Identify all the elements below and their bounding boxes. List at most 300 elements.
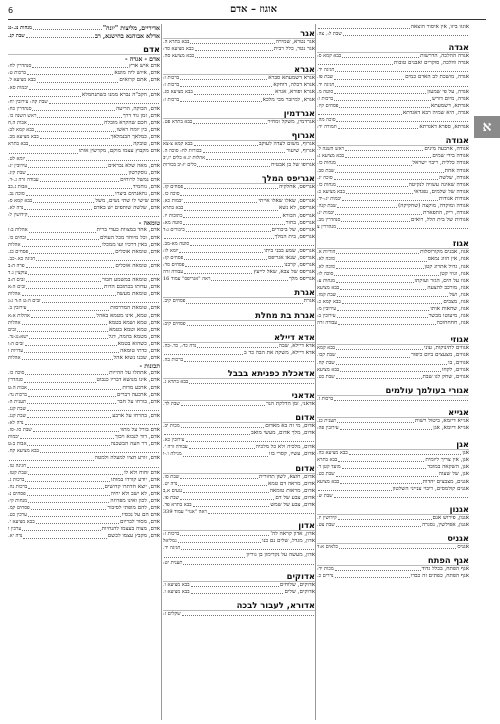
dot-leader	[24, 205, 92, 210]
entry-reference: ברכות ו:	[317, 95, 334, 102]
entry-term: אגר נטרא, שמירה	[275, 39, 315, 45]
index-entry	[8, 420, 160, 427]
dot-leader	[27, 406, 159, 411]
entry-reference: פסחים נ:	[8, 490, 26, 497]
entry-term: אדם נמשל לרוחים	[120, 176, 160, 183]
dot-leader	[190, 241, 314, 246]
dot-leader	[342, 53, 419, 58]
entry-reference: שבת קטז.	[8, 469, 28, 476]
dot-leader	[25, 477, 110, 482]
entry-term: אדם, אינו מנושא דבריו כנבוט	[96, 377, 160, 384]
dot-leader	[342, 196, 438, 201]
entry-term: אגדה, היא שמיה רבא דאגדתא	[402, 109, 469, 116]
entry-reference: עבודה זרה	[317, 320, 338, 327]
dot-leader	[186, 227, 271, 232]
entry-term: אגדה ההלכה, הדרשות	[420, 53, 469, 60]
dot-leader	[336, 522, 421, 527]
entry-term: אגודה של שלמים, נפגדאי	[413, 188, 469, 195]
dot-leader	[336, 117, 468, 122]
entry-term: אגודה, ריק, התפארת	[423, 210, 469, 217]
dot-leader	[203, 148, 286, 153]
entry-term: אדם הם על נכסיו	[122, 512, 160, 519]
index-heading: אגוז	[317, 238, 469, 249]
entry-reference: סוכה לא.	[317, 263, 335, 270]
dot-leader	[189, 379, 314, 384]
entry-term: אגודות אגודות	[438, 195, 469, 202]
entry-reference: פסחים קז:	[163, 255, 184, 262]
index-entry	[317, 285, 469, 292]
dot-leader	[27, 413, 111, 418]
entry-term: אגוז, וגוזי קטן	[439, 270, 469, 277]
entry-term: אדם, להם מופתי לסיבור	[107, 505, 160, 512]
index-subheading: טומאה -	[138, 220, 160, 228]
entry-term: אדם, מטמא בהמה, דגל	[108, 333, 160, 340]
dot-leader	[164, 234, 274, 239]
index-entry	[163, 437, 315, 444]
index-entry	[163, 75, 315, 82]
entry-term: אדם, כדתי טומאה	[120, 348, 160, 355]
dot-leader	[183, 488, 269, 493]
index-entry	[163, 82, 315, 89]
entry-reference: בבא מציעא	[317, 478, 340, 485]
dot-leader	[334, 396, 468, 401]
entry-term: אגריפס מלך	[289, 276, 315, 283]
index-entry	[317, 67, 469, 74]
index-entry	[8, 249, 160, 256]
index-entry	[163, 481, 315, 488]
entry-term: אדון, אדון קראה לה'	[270, 531, 315, 538]
index-entry	[8, 177, 160, 184]
index-entry	[8, 291, 160, 298]
dot-leader	[337, 306, 429, 311]
entry-reference: אהלות יג.א כלים יז,יב	[163, 154, 206, 161]
entry-reference: סוכה כז.	[163, 191, 180, 198]
index-entry	[8, 470, 160, 477]
dot-leader	[186, 437, 315, 442]
dot-leader	[27, 399, 116, 404]
index-entry	[8, 334, 160, 341]
index-heading: אגייא	[317, 407, 469, 418]
index-entry	[8, 106, 160, 113]
entry-term: אגריפס, בית המלך	[274, 233, 315, 240]
index-entry	[8, 156, 160, 163]
entry-reference: מנחות כז.	[317, 181, 336, 188]
entry-term: אדם, וכל מיוחד מכל העולם	[99, 234, 160, 241]
dot-leader	[184, 269, 252, 274]
dot-leader	[183, 560, 314, 565]
entry-term: אדא דיילא, משקה את הבה כד ב	[244, 349, 315, 356]
entry-reference: נדה כד:, כד.-כה.	[163, 342, 197, 349]
entry-reference: מנחות קי:	[8, 498, 28, 504]
index-entry	[8, 463, 160, 470]
entry-term: אגוזים, שחק לגו שבת	[422, 373, 469, 380]
entry-reference: שבת סו.-סז.	[8, 427, 32, 434]
entry-term: אגייא דיומא, אגן	[433, 425, 469, 432]
entry-term: אדם, זורע חציו למעלה ולמטה	[94, 455, 160, 462]
dot-leader	[26, 277, 101, 282]
entry-term: אדם, כמלאך הבנמלאך	[110, 134, 160, 141]
index-entry	[8, 227, 160, 234]
index-entry	[163, 502, 315, 509]
dot-leader	[340, 367, 441, 372]
entry-reference: בבא קמא	[317, 345, 336, 352]
entry-reference: שבת כט.	[317, 373, 335, 380]
dot-leader	[187, 321, 314, 326]
dot-leader	[29, 249, 114, 254]
entry-term: אדם, טומאה אוכלים	[115, 262, 160, 269]
dot-leader	[164, 430, 250, 435]
entry-reference: שבת פז.	[317, 74, 334, 81]
entry-reference: יומא לו:	[163, 247, 179, 254]
index-heading: אגריפס המלך	[163, 173, 315, 184]
entry-term: אגוז, שחאות אותו	[430, 306, 469, 313]
dot-leader	[49, 99, 159, 104]
entry-term: אגוז על הים, הגזר ועזקתו	[414, 277, 469, 284]
dot-leader	[17, 327, 108, 332]
entry-term: אדם, טומאת מעשה	[116, 291, 160, 298]
entry-term: אגדה, מושכת לב האדם כמים	[405, 74, 469, 81]
entry-reference: חגיגה יד.	[317, 67, 335, 74]
entry-term: אגייא דיזמא, ביטול רשות	[414, 417, 469, 424]
index-entry	[317, 264, 469, 271]
index-entry	[163, 423, 315, 430]
dot-leader	[24, 377, 96, 382]
index-column-left	[8, 24, 160, 720]
entry-term: אגן, השקאה במוכד	[427, 464, 469, 471]
entry-term: אגרוף, שיעור	[286, 147, 315, 154]
index-entry	[163, 97, 315, 104]
entry-reference: אהלות	[8, 319, 21, 326]
entry-reference: בבא מציעא י.	[8, 519, 35, 526]
entry-reference: ברכות נד:	[8, 391, 27, 398]
dot-leader	[180, 97, 261, 102]
dot-leader	[342, 464, 427, 469]
entry-reference: אהלות ב:ז	[8, 227, 28, 234]
entry-reference: נגעים א,ב	[163, 487, 183, 494]
dot-leader	[9, 455, 94, 460]
entry-reference: מועד קטן ד.	[317, 464, 341, 471]
dot-leader	[349, 450, 462, 455]
index-entry	[317, 210, 469, 217]
entry-term: אגריפס, אחלקיה	[278, 184, 315, 191]
dot-leader	[28, 163, 107, 168]
entry-term: אדם, נוחמיד	[132, 183, 160, 190]
index-entry	[8, 392, 160, 399]
entry-term: אגדתא, ספרא דאגדתא	[419, 124, 469, 131]
dot-leader	[184, 357, 314, 362]
entry-reference: עוקצין ג.ד	[8, 270, 28, 276]
dot-leader	[336, 278, 414, 283]
index-entry	[163, 148, 315, 155]
entry-term: אגריפס, בחור	[285, 219, 315, 226]
dot-leader	[186, 298, 302, 303]
entry-reference: נדה לא:	[8, 419, 24, 426]
entry-reference: בבא בתרא ה.	[163, 39, 190, 45]
entry-term: אדם בורל על מתוו	[120, 427, 160, 434]
index-entry	[317, 182, 469, 189]
entry-term: אגוז, גדול אתרוג קטן	[424, 263, 469, 270]
index-entry	[8, 184, 160, 191]
entry-reference: מנהדרין צ	[317, 224, 337, 231]
index-entry	[163, 276, 315, 283]
dot-leader	[337, 313, 428, 318]
entry-reference: חגיגה יד.	[317, 81, 335, 88]
index-entry	[8, 191, 160, 198]
index-entry	[8, 448, 160, 455]
entry-term: אדם זחוח ולא לו	[124, 469, 160, 476]
dot-leader	[191, 589, 284, 594]
index-entry	[8, 427, 160, 434]
entry-reference: כלים יז:יב בכורות	[163, 162, 197, 169]
index-entry	[317, 522, 469, 529]
index-entry	[317, 160, 469, 167]
dot-leader	[9, 92, 81, 97]
index-entry	[8, 63, 160, 70]
index-entry	[163, 234, 315, 241]
running-head: אוגוז – אדם	[230, 4, 278, 15]
entry-term: אדם, בין יומח ראשו	[116, 127, 160, 134]
index-entry	[163, 321, 315, 328]
entry-reference: בבא מציעא סד:	[163, 46, 194, 53]
index-heading: אדום	[163, 463, 315, 474]
index-entry	[163, 350, 315, 357]
dot-leader	[42, 298, 159, 303]
index-entry	[163, 141, 315, 148]
entry-reference: בבא בתרא	[317, 457, 338, 464]
index-heading: אגן	[317, 439, 469, 450]
index-entry	[317, 479, 469, 486]
dot-leader	[341, 217, 409, 222]
entry-term: אדום, מראות טומאה	[269, 487, 315, 494]
entry-reference: פרה ה:ב	[8, 262, 25, 269]
dot-leader	[183, 451, 268, 456]
index-entry	[8, 512, 160, 519]
dot-leader	[195, 46, 273, 51]
index-entry	[163, 509, 315, 516]
index-entry	[8, 134, 160, 141]
dot-leader	[337, 182, 408, 187]
entry-term: אדום, מראה דם טמא	[268, 480, 315, 487]
index-entry	[163, 560, 315, 567]
entry-term: אדם, בהרחו על ארבע	[112, 412, 160, 419]
dot-leader	[180, 82, 272, 87]
entry-term: אדם, באין דרכיו ועו ממכלו	[102, 241, 160, 248]
index-entry	[163, 241, 315, 248]
entry-term: אגרת	[303, 298, 315, 305]
dot-leader	[197, 162, 270, 167]
entry-reference: כלאים א:ד	[317, 543, 338, 550]
index-entry	[317, 396, 469, 403]
dot-leader	[33, 198, 94, 203]
entry-reference: נדה לא.	[8, 205, 24, 212]
entry-reference: ברכות ז:	[163, 531, 180, 538]
entry-reference: בבא בתרא פט.	[163, 118, 193, 125]
dot-leader	[22, 355, 113, 360]
dot-leader	[28, 120, 103, 125]
index-entry	[317, 24, 469, 31]
index-entry	[317, 425, 469, 432]
index-entry	[163, 545, 315, 552]
index-heading: אדום	[163, 412, 315, 423]
entry-term: אגנון, פירוש אגם	[432, 514, 469, 521]
index-entry	[8, 25, 160, 32]
index-entry	[317, 175, 469, 182]
index-entry	[317, 89, 469, 96]
entry-term: אגוז, מורכב להצעה	[427, 284, 469, 291]
entry-term: אגרדמין, משקל ומחיר	[267, 118, 315, 125]
column-divider	[315, 24, 316, 720]
index-entry	[317, 249, 469, 256]
index-heading: אגרדמין	[163, 108, 315, 119]
dot-leader	[334, 74, 404, 79]
index-heading: אדם	[8, 44, 160, 55]
index-entry	[8, 533, 160, 540]
index-heading: אגר	[163, 28, 315, 39]
dot-leader	[164, 350, 243, 355]
entry-reference: בבא קמא ס:	[317, 53, 342, 60]
dot-leader	[180, 75, 267, 80]
entry-reference: ברכות ו:	[163, 75, 180, 82]
index-entry	[317, 146, 469, 153]
entry-reference: תענית ה:	[8, 398, 27, 405]
index-entry	[317, 117, 469, 124]
index-entry	[8, 170, 160, 177]
dot-leader	[40, 448, 159, 453]
index-subheading: אדם - אגדה -	[125, 56, 160, 64]
entry-reference: בכורות לח: סוכה ה.	[163, 147, 202, 154]
index-entry	[317, 345, 469, 352]
dot-leader	[193, 502, 270, 507]
index-entry	[8, 505, 160, 512]
entry-term: אדם, הבוקה, הריעה	[115, 105, 160, 112]
entry-reference: פסחים כג.	[8, 248, 29, 255]
entry-reference: בבא בתרא	[8, 141, 29, 148]
page-header	[0, 0, 500, 22]
entry-reference: שבת פו.	[163, 494, 180, 501]
entry-term: אדם, טובקה	[133, 141, 160, 148]
dot-leader	[181, 401, 265, 406]
entry-reference: פסחים קז.	[163, 184, 184, 191]
dot-leader	[336, 471, 438, 476]
entry-reference: שבת לד.	[163, 401, 180, 407]
dot-leader	[31, 313, 96, 318]
entry-reference: יבמות יג:	[317, 210, 335, 217]
entry-term: אדם, זמן גוד דרך	[122, 112, 160, 119]
entry-reference: ברכות ג.	[8, 476, 25, 483]
entry-reference: בבא מציעא ו.	[163, 581, 190, 588]
dot-leader	[27, 491, 110, 496]
dot-leader	[180, 495, 274, 500]
index-heading: אדאכלת כפניתא בבבל	[163, 368, 315, 379]
dot-leader	[194, 89, 274, 94]
index-entry	[317, 320, 469, 327]
entry-reference: בבא מציעא מב.	[8, 134, 39, 141]
entry-reference: זבים	[8, 326, 17, 333]
entry-term: אדום, עשיו, קסרי בזו	[269, 451, 315, 458]
dot-leader	[22, 242, 102, 247]
index-entry	[317, 256, 469, 263]
index-entry	[8, 77, 160, 84]
index-entry	[163, 184, 315, 191]
entry-term: אוגזו ביזו, אין איסור הוצאה	[410, 24, 469, 30]
dot-leader	[27, 305, 109, 310]
dot-leader	[184, 205, 278, 210]
index-entry	[163, 119, 315, 126]
entry-reference: סוכה כו.	[8, 370, 25, 377]
dot-leader	[28, 212, 159, 217]
dot-leader	[336, 264, 424, 269]
entry-term: אגריפס, שנאו אגריפס	[268, 255, 315, 262]
dot-leader	[33, 25, 102, 30]
entry-reference: שבת קה: עירובין יח:	[8, 98, 48, 105]
dot-leader	[29, 141, 132, 146]
index-entry	[8, 212, 160, 219]
entry-term: אגוז, מצבים	[443, 299, 469, 305]
dot-leader	[335, 573, 410, 578]
entry-term: אדוקים, שלוחים	[279, 581, 315, 588]
index-entry	[163, 269, 315, 276]
entry-reference: שבת צט.	[317, 521, 335, 528]
index-entry	[163, 155, 315, 162]
entry-term: אגדה, מיום דורש	[432, 95, 469, 102]
entry-reference: בבא מציעא כ:	[317, 188, 345, 195]
entry-reference: פסחים סד:	[163, 262, 185, 269]
entry-reference: בבא מציעא קח.	[8, 448, 39, 455]
dot-leader	[164, 552, 245, 557]
index-entry	[8, 198, 160, 205]
dot-leader	[26, 284, 103, 289]
entry-reference: אבות ה,ח	[8, 120, 27, 127]
dot-leader	[340, 425, 433, 430]
index-entry	[8, 305, 160, 312]
dot-leader	[335, 168, 443, 173]
dot-leader	[32, 63, 128, 68]
entry-term: אדם, אתם קרואים	[119, 77, 160, 84]
index-heading: אגורי בעולמך עולמים	[317, 385, 469, 396]
entry-reference: תענית יט:	[163, 559, 183, 566]
entry-term: אגודה אחת	[444, 167, 469, 174]
entry-term: אגריפס, קרבנו	[284, 262, 315, 269]
dot-leader	[208, 509, 314, 514]
index-entry	[8, 385, 160, 392]
entry-term: אדום, מלך אדום, מעשי מואב	[251, 430, 315, 437]
index-entry	[317, 271, 469, 278]
index-column-right	[317, 24, 469, 720]
entry-reference: שבת כט.	[317, 471, 335, 478]
entry-reference: חגיגה טז.	[8, 462, 27, 469]
entry-term: אגריפס, של ביכורים	[271, 226, 315, 233]
index-entry	[8, 70, 160, 77]
dot-leader	[35, 127, 116, 132]
entry-reference: מכות יד:	[317, 566, 334, 573]
dot-leader	[9, 148, 78, 153]
index-entry	[163, 46, 315, 53]
index-entry	[8, 519, 160, 526]
dot-leader	[338, 457, 424, 462]
dot-leader	[27, 463, 159, 468]
entry-reference: תענית כג.	[317, 417, 337, 424]
index-entry	[317, 313, 469, 320]
index-heading: אגרוף	[163, 130, 315, 141]
dot-leader	[26, 156, 159, 161]
dot-leader	[338, 515, 432, 520]
entry-reference: סנהדרין	[8, 377, 23, 384]
entry-reference: עירובין ב:	[317, 313, 336, 320]
entry-term: אגן, של שעוה	[438, 471, 469, 478]
entry-reference: אהלות	[8, 355, 21, 362]
entry-reference: ברכות ט:	[8, 70, 26, 77]
entry-term: אגוזים לתינוקות, עוני	[424, 345, 469, 352]
